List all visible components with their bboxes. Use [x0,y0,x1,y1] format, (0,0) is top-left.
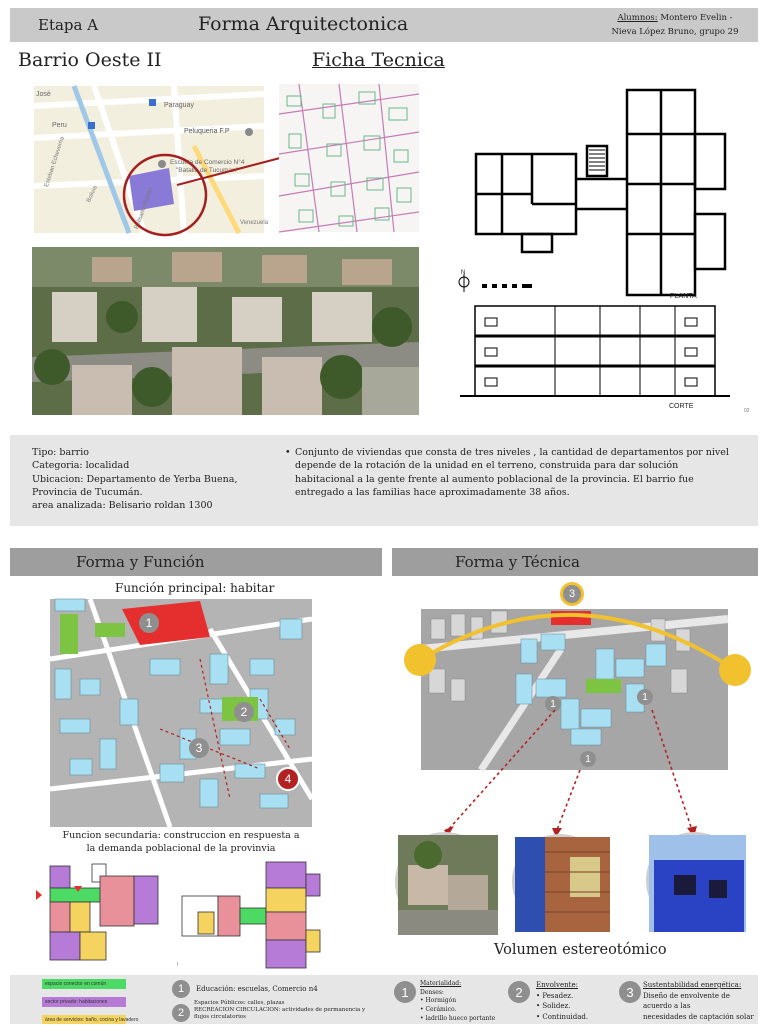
forma-funcion-heading: Forma y Función [76,553,205,571]
detail-arrows [430,690,720,840]
volume-label: Volumen estereotómico [494,942,667,958]
function-marker-1: 1 [139,613,159,633]
students-label: Alumnos: [617,13,658,23]
tech-legend-1-title: Materialidad: [420,980,462,987]
section-label: CORTE [669,403,694,410]
map-label-echeverria: Esteban Echeverria [44,136,66,188]
colored-plan-left [34,862,164,967]
tech-legend-3-text [643,980,756,1024]
info-description [285,446,740,499]
students-line1: Montero Evelin - [657,13,733,23]
students [600,12,750,39]
detail-photo-blue-facade [646,832,743,929]
map-label-bolivia: Bolivia [86,184,99,204]
tech-legend-2-item-2: • Continuidad. [536,1012,589,1021]
colored-plan-right [178,860,328,972]
urban-tissue-plan [279,84,419,232]
legend-connector: espacio conector en común [42,979,126,989]
function-legend-1-text: Educación: escuelas, Comercio n4 [196,985,318,993]
function-legend-2-line2: RECREACION CIRCULACION: actividades de permanencia y [194,1006,366,1013]
sheet-number: 02 [744,408,750,414]
function-legend-2: 2 [172,1004,190,1022]
aerial-photo [32,247,419,415]
tech-legend-1-text [420,980,505,1024]
tech-legend-2-title: Envolvente: [536,981,578,989]
function-legend-2-line1: Espacios Públicos: calles, plazas [194,1000,285,1006]
map-highlight [115,150,290,240]
info-area: area analizada: Belisario roldan 1300 [32,500,213,512]
north-label: N [461,270,466,276]
function-marker-2: 2 [234,702,254,722]
map-label-escuela: Escuela de Comercio N°4 [170,159,245,166]
secondary-function [50,830,312,856]
map-label-jose: José [36,91,51,98]
volume-marker-1a: 1 [545,696,561,712]
section-drawing [460,300,730,400]
function-legend-2-text [194,1000,379,1024]
info-description-text: Conjunto de viviendas que consta de tres niveles , la cantidad de departamentos por nivel depende de la rotación de la unidad en el terreno, construida para dar solución habitacional a la gente frente al aumento poblacional de la provincia. El barrio fue entregado a las familias hace aproximadamente 38 años. [295,447,729,498]
map-label-peluqueria: Peluqueria F.P [184,128,230,135]
place-title: Barrio Oeste II [18,49,162,71]
map-label-peru: Peru [52,122,67,129]
tech-legend-1: 1 [394,981,416,1003]
info-ubicacion-1: Ubicacion: Departamento de Yerba Buena, [32,473,238,485]
function-legend-1: 1 [172,980,190,998]
tech-legend-2-item-1: • Solidez. [536,1002,571,1010]
detail-photo-volume [395,832,495,932]
function-marker-3: 3 [189,738,209,758]
tech-legend-1-item-3: • ladrillo hueco portante [420,1014,496,1022]
volume-marker-1c: 1 [580,751,596,767]
function-marker-4: 4 [276,767,300,791]
info-tipo: Tipo: barrio [32,447,89,458]
sun-path [400,585,755,695]
tech-legend-2-item-0: • Pesadez. [536,991,574,1000]
stage-label: Etapa A [38,16,99,34]
sun-marker-3: 3 [563,585,581,603]
map-label-venezuela: Venezuela [240,220,269,226]
tech-legend-3-item-2: necesidades de captación solar [643,1012,754,1021]
tech-legend-2-text [536,980,616,1024]
bullet: • [285,447,291,458]
legend-service: área de servicios: baño, cocina y lavadero [42,1015,126,1024]
info-categoria: Categoria: localidad [32,460,130,472]
tech-legend-2: 2 [508,981,530,1003]
secondary-function-line2: la demanda poblacional de la provinvia [86,842,276,854]
small-north-symbol: ↑ [176,962,179,968]
students-line2: Nieva López Bruno, grupo 29 [611,26,739,37]
tech-legend-1-item-1: • Hormigón [420,997,457,1005]
tech-legend-1-item-2: • Cerámico. [420,1006,457,1014]
tech-legend-3-item-0: Diseño de envolvente de [643,991,730,1000]
tech-legend-3: 3 [619,981,641,1003]
tech-legend-1-item-0: Denses: [420,988,444,996]
map-label-batalla: "Batalla de Tucuman" [176,167,239,174]
function-map [50,599,312,827]
plan-label: PLANTA [670,293,697,300]
detail-photo-brick [512,834,607,929]
legend-private: sector privado: habitaciones [42,997,126,1007]
tech-legend-3-title: Sustentabilidad energética: [643,981,742,989]
info-left [32,446,262,512]
secondary-function-line1: Funcion secundaria: construccion en respuesta a [62,830,300,841]
floor-plan-drawing [452,84,758,302]
tech-legend-3-item-1: acuerdo a las [643,1002,691,1010]
info-ubicacion-2: Provincia de Tucumán. [32,486,143,498]
volume-marker-1b: 1 [637,689,653,705]
forma-tecnica-heading: Forma y Técnica [455,553,580,571]
function-legend-2-line3: flujos circulatorios [194,1013,246,1020]
datasheet-title: Ficha Tecnica [312,49,445,71]
main-function: Función principal: habitar [115,581,275,595]
page-title: Forma Arquitectonica [198,13,409,35]
map-label-roldan: Belisario Roldán [134,186,155,231]
map-label-paraguay: Paraguay [164,102,194,109]
